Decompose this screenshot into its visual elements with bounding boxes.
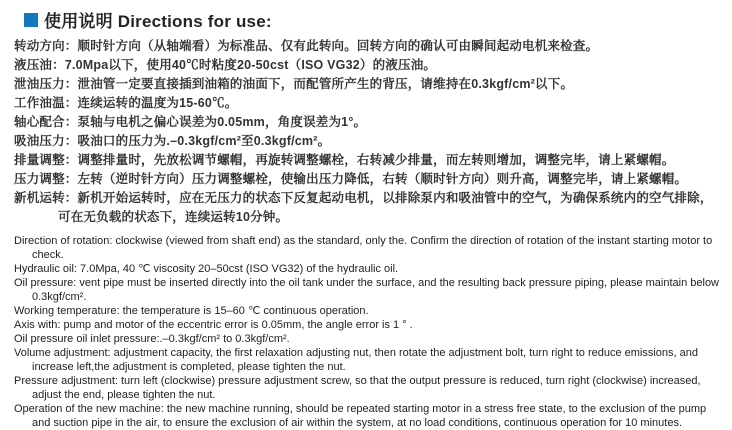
instruction-text: 吸油口的压力为.–0.3kgf/cm²至0.3kgf/cm²。 [77,134,331,148]
instruction-line-rotation [14,37,722,56]
instruction-line-new-machine [14,189,722,227]
instruction-line-pressure-adjust-en: Pressure adjustment: turn left (clockwise) pressure adjustment screw, so that the output pressure is reduced, turn right (clockwise) increased, adjust the end, please tighten the nut. [14,375,701,401]
instruction-line-rotation-en: Direction of rotation: clockwise (viewed from shaft end) as the standard, only the. Confirm the direction of rotation of the instant starting motor to check. [14,235,713,261]
instruction-line-volume-adjust-en: Volume adjustment: adjustment capacity, the first relaxation adjusting nut, then rotate the adjustment bolt, turn right to reduce emissions, and increase left,the adjustment is completed, please tighten the nut. [14,347,699,373]
instruction-label: 压力调整： [14,172,78,186]
instruction-label: 新机运转： [14,191,78,205]
instruction-line-inlet-pressure-en: Oil pressure oil inlet pressure:.–0.3kgf/cm² to 0.3kgf/cm². [14,333,290,345]
instruction-text: 顺时针方向（从轴端看）为标准品、仅有此转向。回转方向的确认可由瞬间起动电机来检查。 [77,39,599,53]
instruction-line-oil-pressure-en: Oil pressure: vent pipe must be inserted directly into the oil tank under the surface, and the resulting back pressure piping, please maintain below 0.3kgf/cm². [14,277,720,303]
instruction-line-drain-pressure [14,75,722,94]
instruction-label: 转动方向： [14,39,78,53]
instruction-line-axis-fit [14,113,722,132]
instruction-line-hydraulic-oil-en: Hydraulic oil: 7.0Mpa, 40 ℃ viscosity 20–50cst (ISO VG32) of the hydraulic oil. [14,263,399,275]
instruction-text: 泵轴与电机之偏心误差为0.05mm，角度误差为1°。 [77,115,367,129]
instruction-label: 工作油温： [14,96,78,110]
english-instructions-section [14,234,722,430]
instruction-line-pressure-adjust [14,170,722,189]
instruction-line-working-temp-en: Working temperature: the temperature is 15–60 ℃ continuous operation. [14,305,369,317]
instruction-label: 泄油压力： [14,77,78,91]
instruction-label: 轴心配合： [14,115,78,129]
page-title: 使用说明 Directions for use: [44,12,272,31]
instruction-text: 连续运转的温度为15-60℃。 [77,96,238,110]
instruction-line-hydraulic-oil [14,56,722,75]
instruction-text: 泄油管一定要直接插到油箱的油面下，而配管所产生的背压，请维持在0.3kgf/cm²以下。 [77,77,574,91]
instruction-line-new-machine-en: Operation of the new machine: the new machine running, should be repeated starting motor in a stress free state, to the exclusion of the pump and suction pipe in the air, to ensure the exclusion of air within the system, at no load conditions, continuous operation for 10 minutes. [14,403,707,429]
instruction-line-axis-en: Axis with: pump and motor of the eccentric error is 0.05mm, the angle error is 1 ° . [14,319,413,331]
instruction-text: 左转（逆时针方向）压力调整螺栓，使输出压力降低，右转（顺时针方向）则升高，调整完毕，请上紧螺帽。 [77,172,688,186]
instruction-label: 吸油压力： [14,134,78,148]
instruction-text: 7.0Mpa以下，使用40℃时粘度20-50cst（ISO VG32）的液压油。 [64,58,437,72]
instruction-text: 新机开始运转时，应在无压力的状态下反复起动电机，以排除泵内和吸油管中的空气，为确保系统内的空气排除，可在无负载的状态下，连续运转10分钟。 [58,191,713,224]
instruction-label: 排量调整： [14,153,78,167]
instruction-line-volume-adjust [14,151,722,170]
instruction-text: 调整排量时，先放松调节螺帽，再旋转调整螺栓，右转减少排量，而左转则增加，调整完毕，请上紧螺帽。 [77,153,675,167]
blue-square-bullet-icon [24,13,38,27]
instruction-label: 液压油： [14,58,65,72]
chinese-instructions-section [14,37,722,227]
section-header [14,7,722,32]
instruction-line-working-temp [14,94,722,113]
instruction-line-suction-pressure [14,132,722,151]
